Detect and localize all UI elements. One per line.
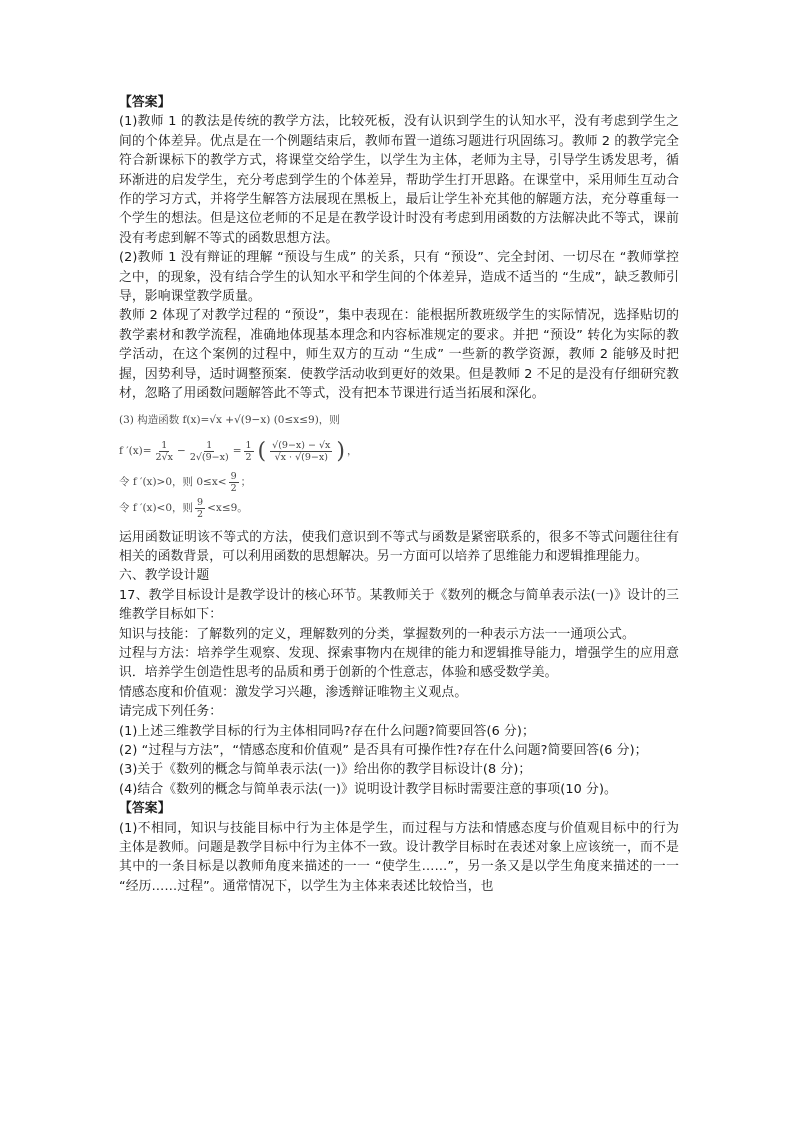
formula-text: ， bbox=[346, 445, 358, 458]
document-page bbox=[119, 93, 679, 896]
fraction-numerator: 1 bbox=[206, 439, 213, 451]
formula-text: 令 f ′(x)<0，则 bbox=[119, 502, 194, 515]
fraction bbox=[229, 471, 239, 495]
formula-text: ； bbox=[240, 476, 252, 489]
formula-text: 令 f ′(x)>0，则 0≤x< bbox=[119, 476, 227, 489]
formula-text: (3) 构造函数 f(x)=√x +√(9−x) (0≤x≤9)，则 bbox=[119, 414, 340, 427]
formula-line-1 bbox=[119, 408, 679, 434]
fraction-denominator: 2√x bbox=[155, 452, 173, 463]
fraction-denominator: 2√(9−x) bbox=[189, 452, 229, 463]
answer-paragraph-4: 运用函数证明该不等式的方法，使我们意识到不等式与函数是紧密联系的，很多不等式问题往往有相关的函数背景，可以利用函数的思想解决。另一方面可以培养了思维能力和逻辑推理能力。 bbox=[119, 529, 679, 564]
goal-knowledge: 知识与技能：了解数列的定义，理解数列的分类，掌握数列的一种表示方法一一通项公式。 bbox=[119, 626, 635, 642]
fraction bbox=[195, 497, 205, 521]
goal-emotion: 情感态度和价值观：激发学习兴趣，渗透辩证唯物主义观点。 bbox=[119, 684, 468, 700]
formula-text: <x≤9。 bbox=[207, 502, 248, 515]
fraction bbox=[188, 440, 231, 464]
fraction-denominator: 2 bbox=[230, 483, 237, 494]
paren-close: ) bbox=[336, 438, 345, 464]
answer-heading: 【答案】 bbox=[119, 95, 171, 110]
answer-paragraph-3: 教师 2 体现了对教学过程的 “预设”，集中表现在：能根据所教班级学生的实际情况，选择贴切的教学素材和教学流程，准确地体现基本理念和内容标准规定的要求。并把 “预设” 转化为实际的教学活动，在这个案例的过程中，师生双方的互动 “生成” 一些新的教学资源，教师 2 能够及时把握，因势利导，适时调整预案．使教学活动收到更好的效果。但是教师 2 不足的是没有仔细研究教材，忽略了用函数问题解答此不等式，没有把本节课进行适当拓展和深化。 bbox=[119, 308, 679, 402]
fraction bbox=[270, 440, 332, 464]
section-heading: 六、教学设计题 bbox=[119, 568, 210, 584]
formula-text: f ′(x)= bbox=[119, 445, 152, 458]
answer-paragraph-1: (1)教师 1 的教法是传统的教学方法，比较死板，没有认识到学生的认知水平，没有考虑到学生之间的个体差异。优点是在一个例题结束后，教师布置一道练习题进行巩固练习。教师 2 的教学完全符合新课标下的教学方式，将课堂交给学生，以学生为主体，老师为主导，引导学生诱发思考，循环渐进的启发学生，充分考虑到学生的个体差异，帮助学生打开思路。在课堂中，采用师生互动合作的学习方式，并将学生解答方法展现在黑板上，最后让学生补充其他的解题方法，充分尊重每一个学生的想法。但是这位老师的不足是在教学设计时没有考虑到用函数的方法解决此不等式，课前没有考虑到解不等式的函数思想方法。 bbox=[119, 114, 679, 246]
fraction-denominator: √x · √(9−x) bbox=[274, 452, 328, 463]
formula-text: − bbox=[177, 445, 186, 458]
task-2: (2) “过程与方法”，“情感态度和价值观” 是否具有可操作性?存在什么问题?简要回答(6 分)； bbox=[119, 742, 648, 758]
derivative-formula-block bbox=[119, 408, 679, 522]
fraction-numerator: 1 bbox=[161, 439, 168, 451]
formula-text: = bbox=[232, 445, 242, 458]
formula-line-2 bbox=[119, 434, 679, 470]
formula-line-4 bbox=[119, 496, 679, 522]
question-17: 17、教学目标设计是教学设计的核心环节。某教师关于《数列的概念与简单表示法(一)》设计的三维教学目标如下： bbox=[119, 587, 679, 623]
goal-process: 过程与方法：培养学生观察、发现、探索事物内在规律的能力和逻辑推导能力，增强学生的应用意识．培养学生创造性思考的品质和勇于创新的个性意志，体验和感受数学美。 bbox=[119, 645, 679, 681]
answer-paragraph-2: (2)教师 1 没有辩证的理解 “预设与生成” 的关系，只有 “预设”、完全封闭、一切尽在 “教师掌控之中，的现象，没有结合学生的认知水平和学生间的个体差异，造成不适当的 “生成”，缺乏教师引导，影响课堂教学质量。 bbox=[119, 250, 679, 305]
fraction bbox=[154, 440, 175, 464]
answer-paragraph-5: (1)不相同，知识与技能目标中行为主体是学生，而过程与方法和情感态度与价值观目标中的行为主体是教师。问题是教学目标中行为主体不一致。设计教学目标时在表述对象上应该统一，而不是其中的一条目标是以教师角度来描述的一一 “使学生……”，另一条又是以学生角度来描述的一一 “经历……过程”。通常情况下，以学生为主体来表述比较恰当，也 bbox=[119, 820, 679, 894]
answer-heading: 【答案】 bbox=[119, 801, 171, 817]
paren-open: ( bbox=[257, 438, 267, 464]
fraction-denominator: 2 bbox=[197, 509, 204, 520]
fraction-numerator: 9 bbox=[230, 470, 237, 482]
task-4: (4)结合《数列的概念与简单表示法(一)》说明设计教学目标时需要注意的事项(10 分)。 bbox=[119, 781, 617, 797]
task-3: (3)关于《数列的概念与简单表示法(一)》给出你的教学目标设计(8 分)； bbox=[119, 762, 532, 778]
formula-line-3 bbox=[119, 470, 679, 496]
task-intro: 请完成下列任务： bbox=[119, 704, 223, 720]
fraction-numerator: √(9−x) − √x bbox=[272, 439, 331, 451]
task-1: (1)上述三维教学目标的行为主体相同吗?存在什么问题?简要回答(6 分)； bbox=[119, 723, 535, 739]
fraction bbox=[244, 440, 254, 464]
fraction-numerator: 9 bbox=[197, 496, 204, 508]
fraction-numerator: 1 bbox=[245, 439, 252, 451]
fraction-denominator: 2 bbox=[245, 452, 252, 463]
